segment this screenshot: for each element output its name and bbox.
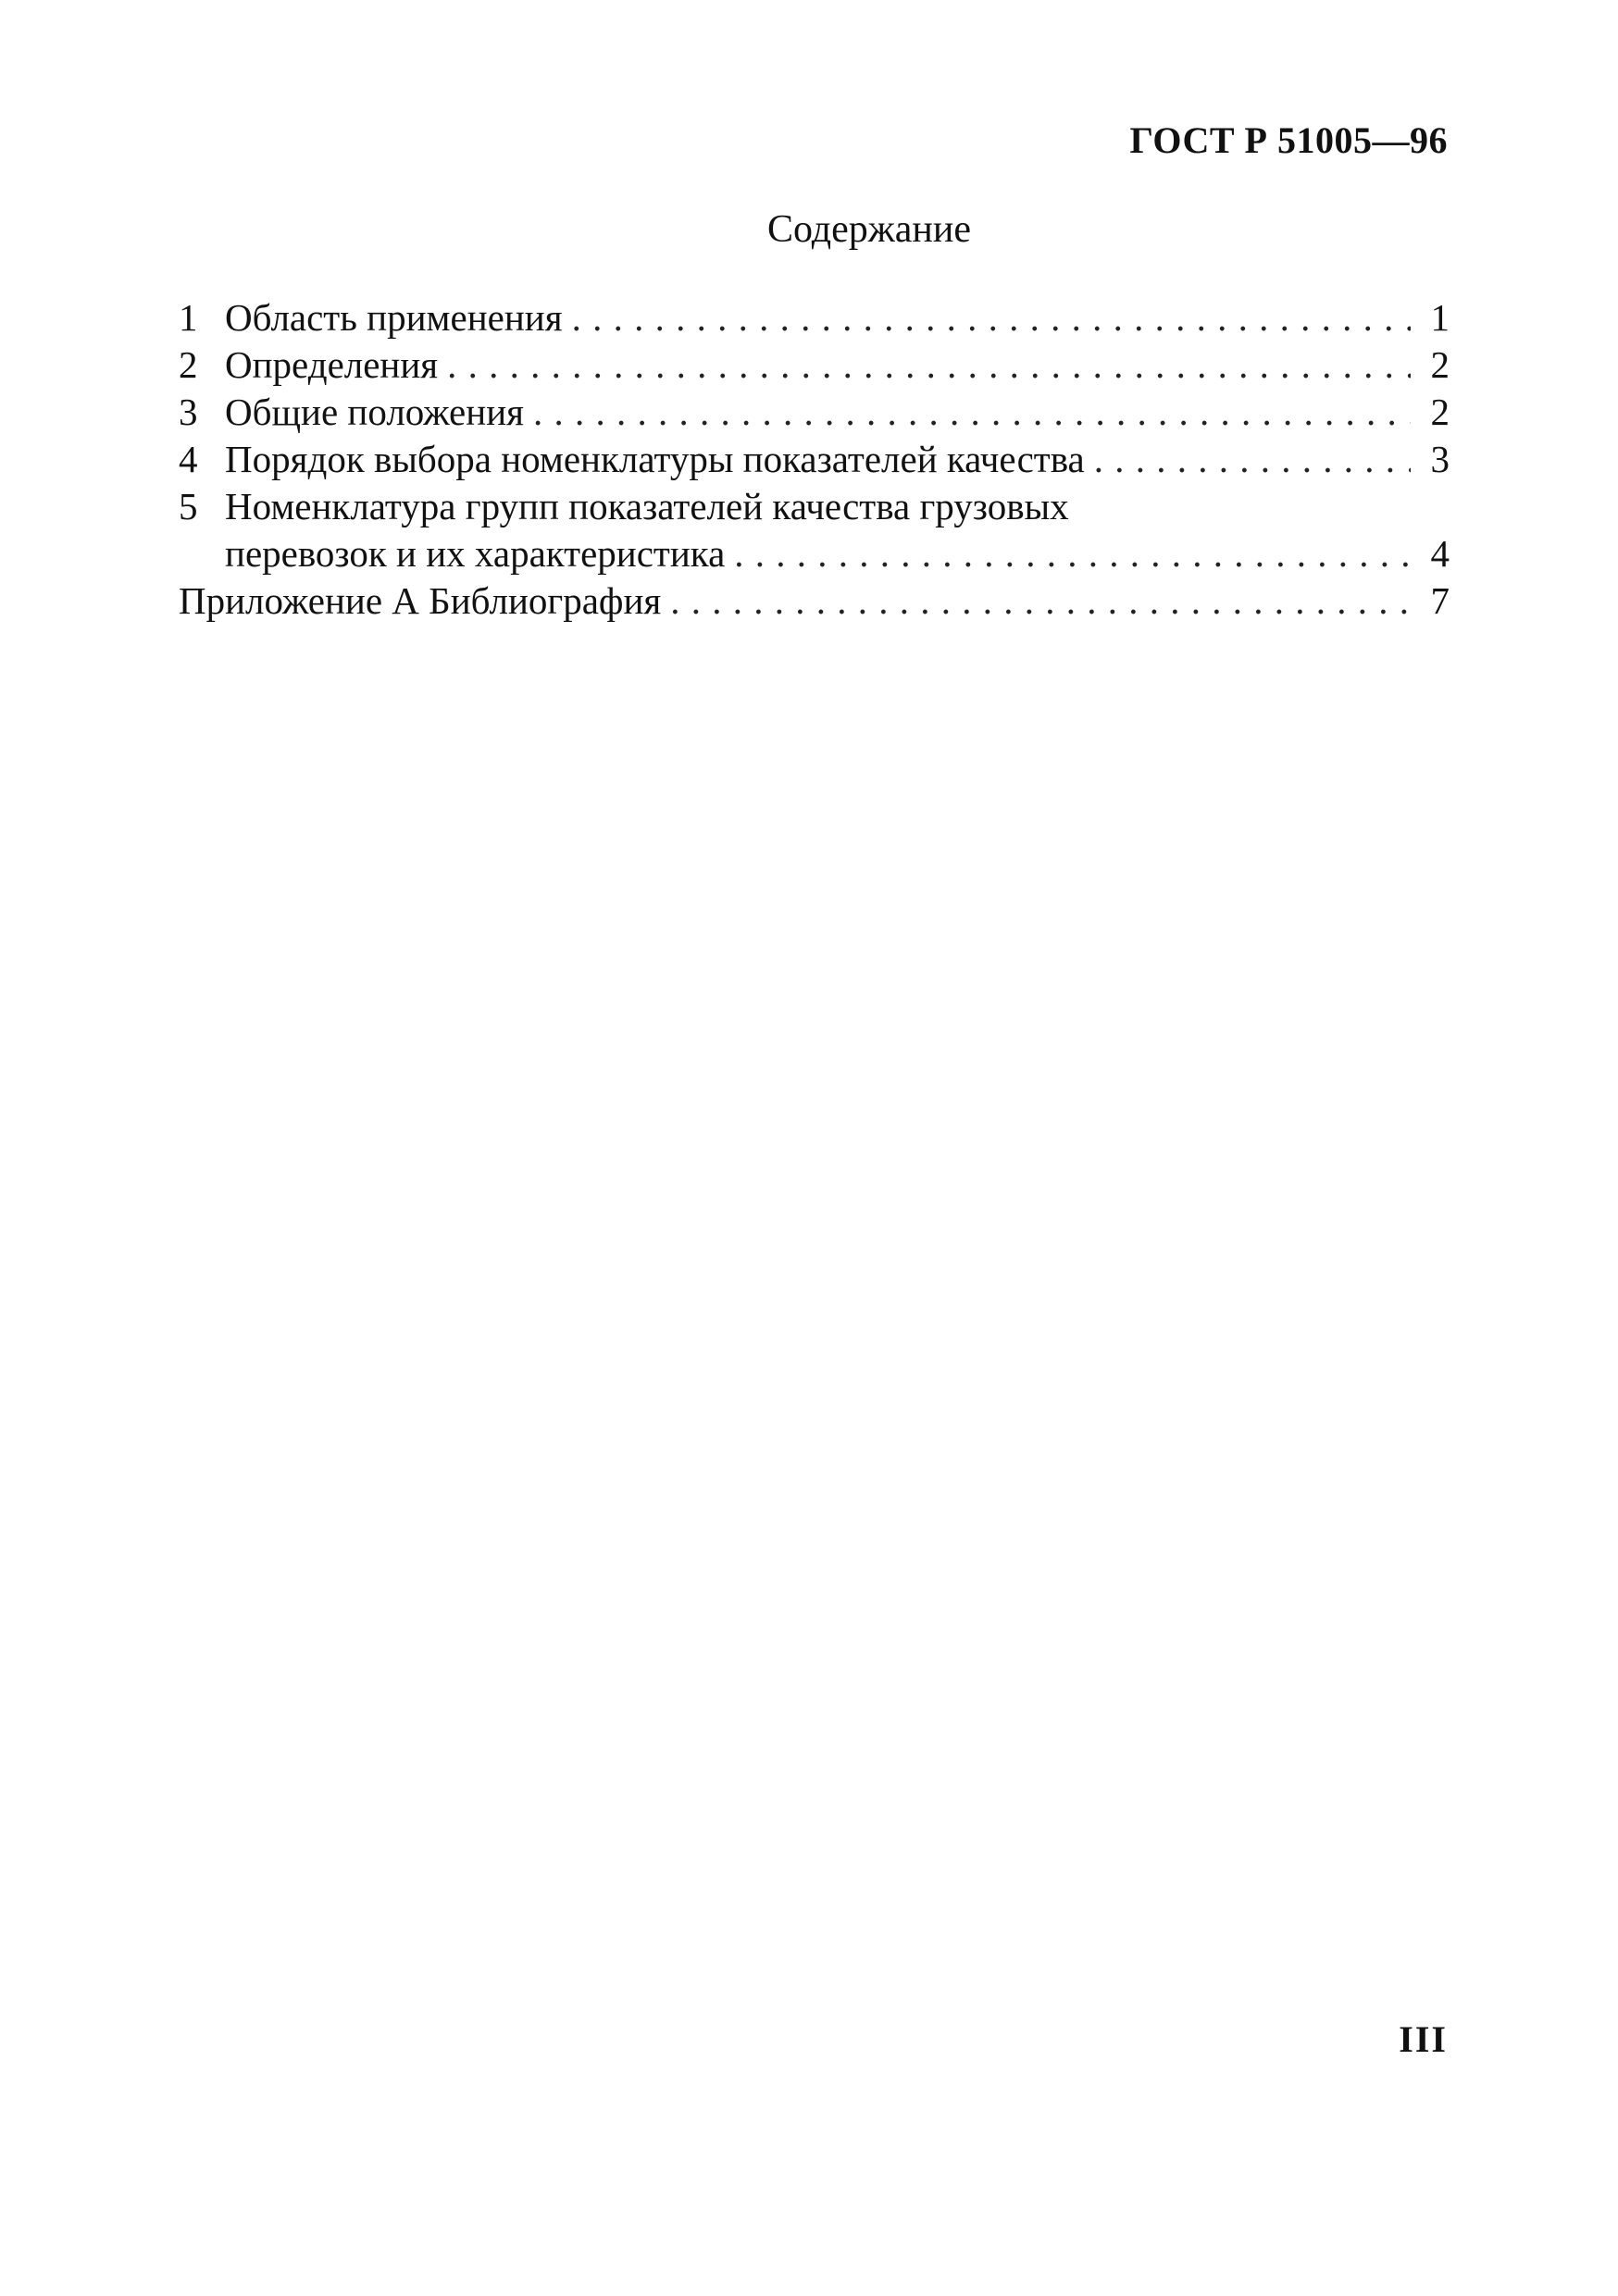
toc-entry-5[interactable]: [179, 483, 1450, 530]
toc-entry-4[interactable]: [179, 436, 1450, 483]
toc-entry-page: 3: [1430, 438, 1450, 480]
toc-entry-appendix-a[interactable]: [179, 577, 1450, 625]
toc-dot-leader: [734, 530, 1411, 577]
toc-entry-number: 4: [179, 438, 198, 480]
toc-entry-title: Определения: [225, 343, 439, 386]
toc-entry-2[interactable]: [179, 341, 1450, 389]
toc-entry-title: Приложение А Библиография: [179, 579, 662, 622]
toc-dot-leader: [533, 389, 1411, 436]
toc-dot-leader: [447, 341, 1411, 389]
toc-dot-leader: [670, 577, 1411, 625]
toc-entry-title: Общие положения: [225, 391, 524, 433]
toc-title: Содержание: [766, 208, 972, 251]
page-number: III: [1399, 2018, 1448, 2060]
table-of-contents: [179, 294, 1450, 625]
toc-dot-leader: [572, 294, 1411, 341]
toc-entry-title: Порядок выбора номенклатуры показателей качества: [225, 438, 1085, 480]
toc-entry-title: Номенклатура групп показателей качества грузовых: [225, 485, 1069, 527]
toc-entry-number: 1: [179, 296, 198, 339]
toc-entry-title-continuation: перевозок и их характеристика: [225, 532, 726, 575]
toc-entry-page: 2: [1430, 343, 1450, 386]
toc-entry-3[interactable]: [179, 389, 1450, 436]
toc-entry-number: 5: [179, 485, 198, 527]
toc-entry-page: 2: [1430, 391, 1450, 433]
toc-entry-page: 1: [1430, 296, 1450, 339]
toc-entry-page: 4: [1430, 532, 1450, 575]
toc-entry-number: 3: [179, 391, 198, 433]
toc-dot-leader: [1094, 436, 1411, 483]
document-code: ГОСТ Р 51005—96: [1129, 119, 1448, 161]
toc-entry-number: 2: [179, 343, 198, 386]
toc-entry-1[interactable]: [179, 294, 1450, 341]
toc-entry-page: 7: [1430, 579, 1450, 622]
toc-entry-title: Область применения: [225, 296, 563, 339]
toc-entry-5-continuation[interactable]: [179, 530, 1450, 577]
